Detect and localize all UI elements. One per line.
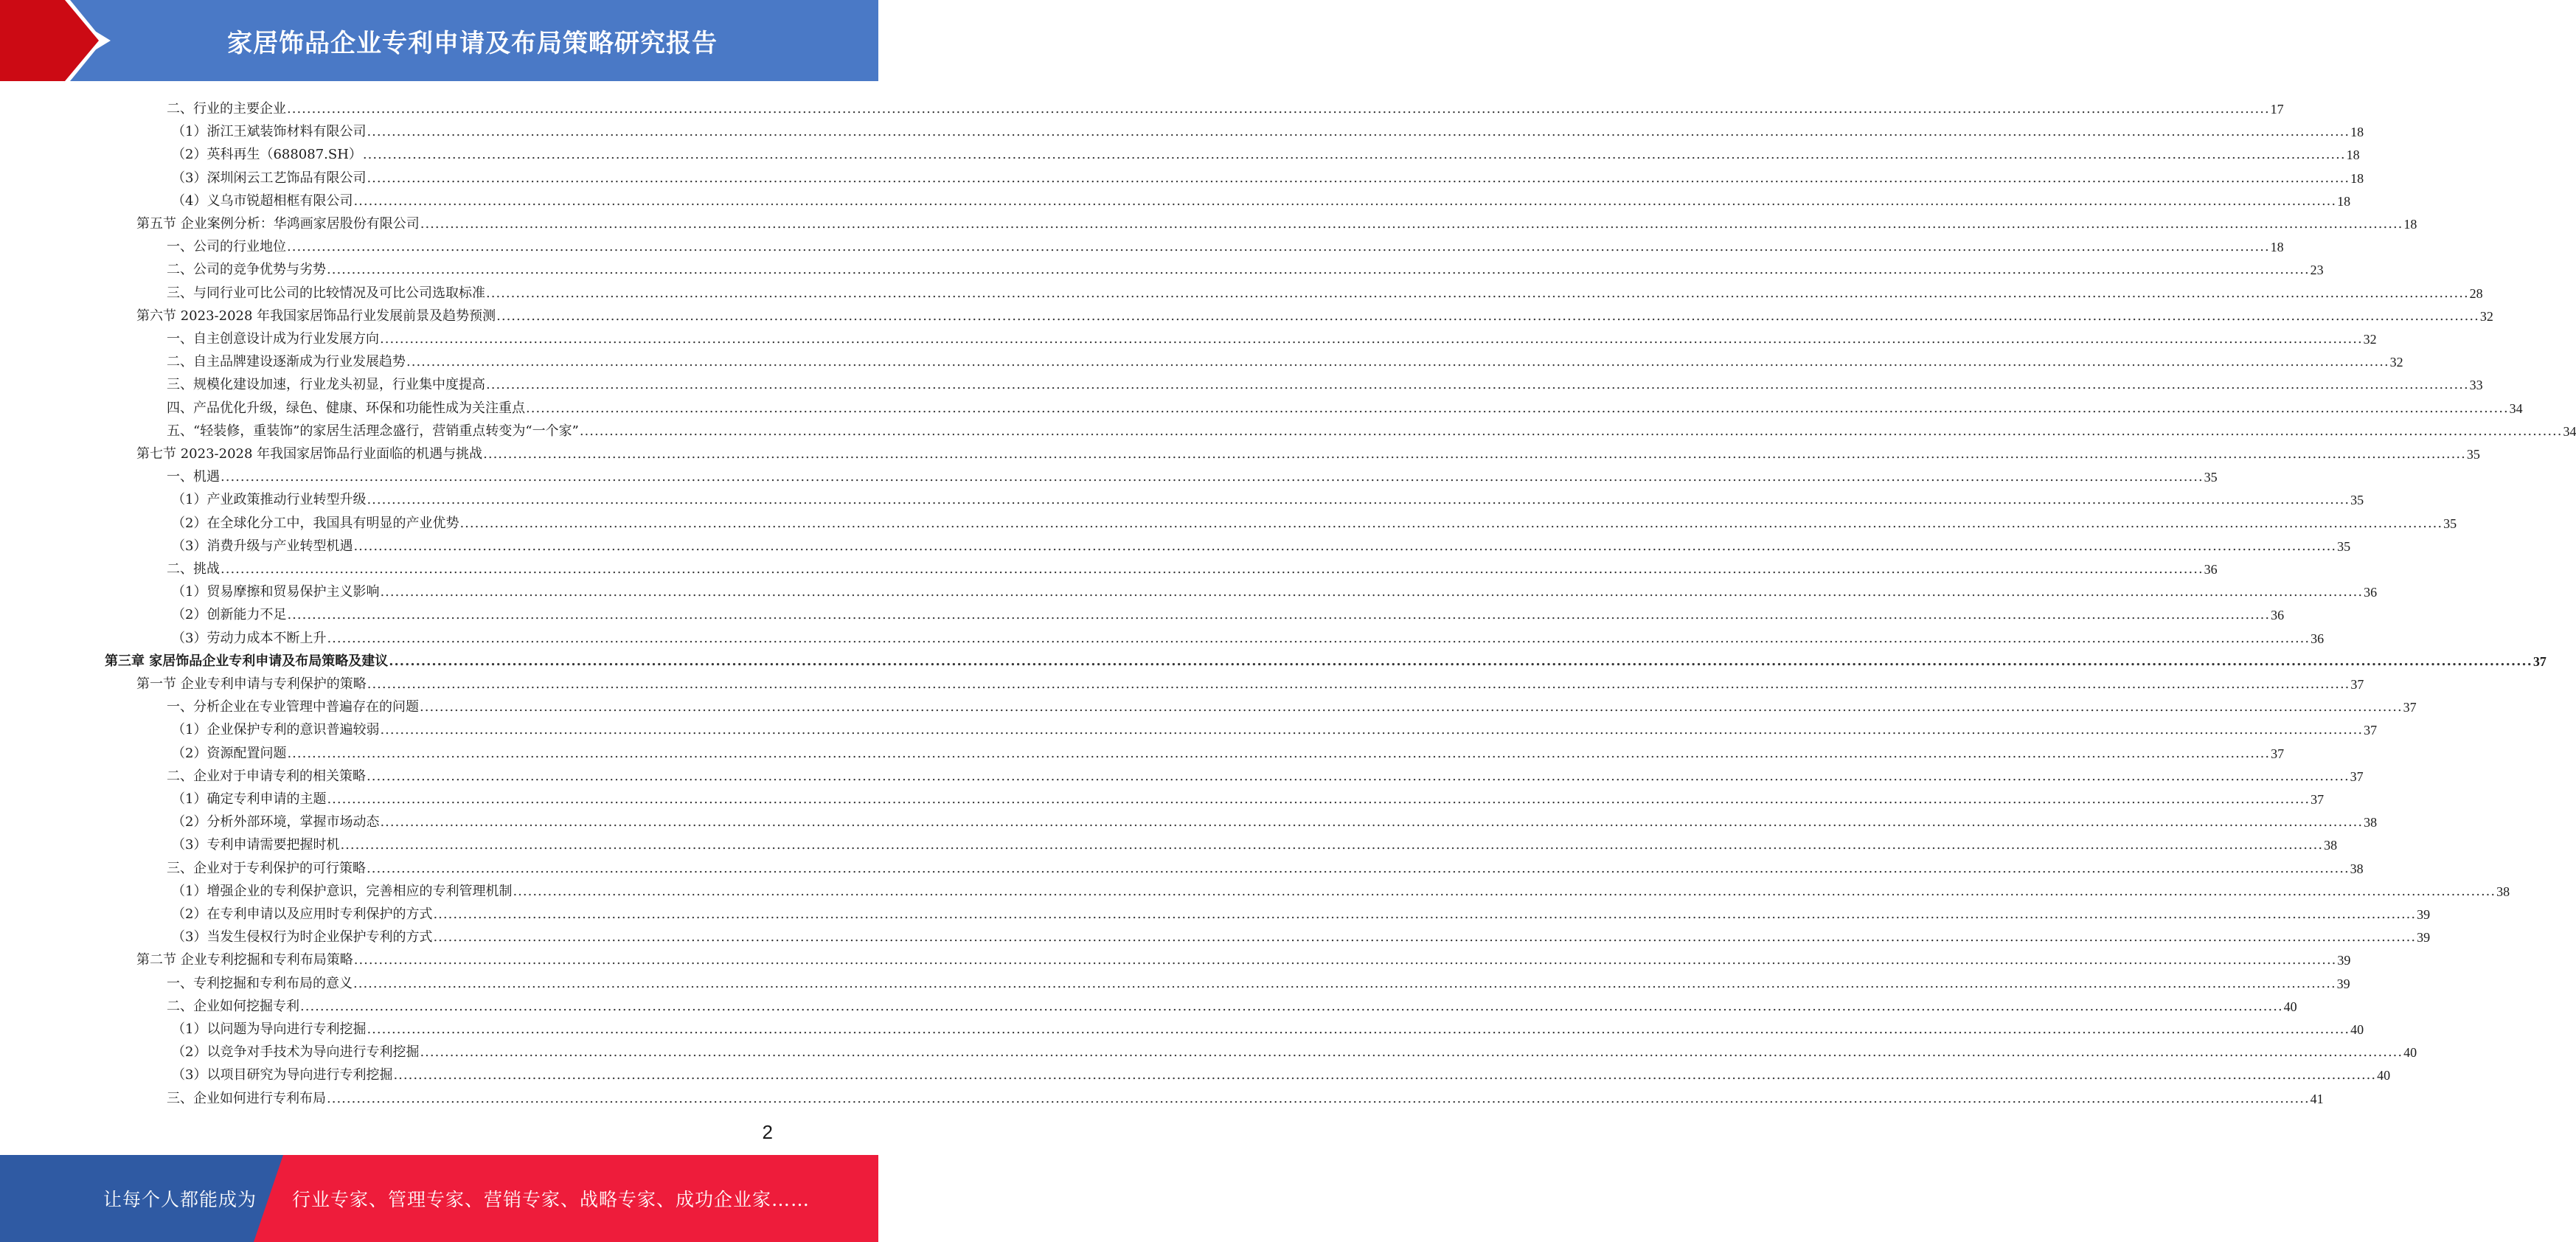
- toc-entry-page: 39: [2417, 907, 2431, 922]
- toc-entry-page: 18: [2270, 240, 2284, 255]
- toc-leader-dots: ................................................................................................................................................................................................................................................................................................................................................................................................................: [362, 147, 2346, 163]
- toc-entry[interactable]: [167, 762, 2364, 785]
- toc-entry-page: 38: [2324, 838, 2338, 853]
- toc-leader-dots: ................................................................................................................................................................................................................................................................................................................................................................................................................: [327, 630, 2311, 646]
- toc-entry-page: 40: [2403, 1045, 2417, 1061]
- toc-entry[interactable]: [172, 532, 2351, 555]
- toc-entry-title: （2）以竞争对手技术为导向进行专利挖掘: [172, 1044, 420, 1061]
- toc-entry-title: 一、自主创意设计成为行业发展方向: [167, 331, 379, 347]
- toc-entry[interactable]: [105, 647, 2547, 670]
- toc-entry-title: 第一节 企业专利申请与专利保护的策略: [136, 676, 367, 692]
- toc-entry[interactable]: [172, 485, 2364, 508]
- toc-entry-page: 38: [2496, 884, 2510, 899]
- toc-entry-title: （3）以项目研究为导向进行专利挖掘: [172, 1067, 393, 1083]
- toc-entry[interactable]: [172, 1038, 2417, 1061]
- toc-leader-dots: ................................................................................................................................................................................................................................................................................................................................................................................................................: [300, 998, 2283, 1014]
- footer-slogan-left: 让每个人都能成为: [103, 1189, 257, 1210]
- toc-entry-page: 32: [2389, 355, 2403, 370]
- toc-leader-dots: ................................................................................................................................................................................................................................................................................................................................................................................................................: [353, 192, 2337, 209]
- toc-entry-page: 39: [2417, 930, 2431, 946]
- toc-entry-title: （1）贸易摩擦和贸易保护主义影响: [172, 584, 380, 600]
- toc-entry-page: 36: [2204, 562, 2218, 577]
- toc-entry-title: （2）在专利申请以及应用时专利保护的方式: [172, 906, 433, 922]
- toc-entry-title: 第三章 家居饰品企业专利申请及布局策略及建议: [105, 653, 389, 669]
- toc-entry-title: （2）在全球化分工中，我国具有明显的产业优势: [172, 515, 459, 531]
- toc-entry[interactable]: [172, 785, 2325, 808]
- toc-entry[interactable]: [172, 900, 2431, 923]
- toc-leader-dots: ................................................................................................................................................................................................................................................................................................................................................................................................................: [287, 239, 2270, 255]
- toc-entry-title: 第七节 2023-2028 年我国家居饰品行业面临的机遇与挑战: [136, 446, 483, 462]
- toc-entry[interactable]: [167, 394, 2523, 417]
- toc-entry-title: （1）产业政策推动行业转型升级: [172, 492, 367, 508]
- toc-leader-dots: ................................................................................................................................................................................................................................................................................................................................................................................................................: [420, 1044, 2403, 1061]
- toc-leader-dots: ................................................................................................................................................................................................................................................................................................................................................................................................................: [380, 331, 2363, 347]
- toc-leader-dots: ................................................................................................................................................................................................................................................................................................................................................................................................................: [380, 722, 2364, 738]
- toc-entry-page: 37: [2364, 723, 2378, 738]
- toc-entry-title: （4）义乌市锐超相框有限公司: [172, 192, 353, 209]
- toc-entry-title: （2）创新能力不足: [172, 607, 287, 623]
- page-number: 2: [762, 1121, 773, 1143]
- toc-leader-dots: ................................................................................................................................................................................................................................................................................................................................................................................................................: [433, 906, 2417, 922]
- toc-entry-page: 17: [2270, 102, 2284, 117]
- toc-entry[interactable]: [172, 877, 2510, 900]
- toc-entry-page: 37: [2350, 769, 2364, 784]
- toc-entry-title: 二、自主品牌建设逐渐成为行业发展趋势: [167, 354, 406, 370]
- toc-entry-page: 32: [2363, 332, 2377, 347]
- toc-entry-title: （2）资源配置问题: [172, 745, 287, 761]
- toc-leader-dots: ................................................................................................................................................................................................................................................................................................................................................................................................................: [526, 400, 2509, 416]
- toc-entry[interactable]: [136, 302, 2493, 325]
- toc-entry-page: 18: [2346, 148, 2360, 163]
- toc-entry-page: 37: [2350, 677, 2364, 692]
- toc-entry[interactable]: [167, 370, 2483, 393]
- toc-leader-dots: ................................................................................................................................................................................................................................................................................................................................................................................................................: [459, 515, 2443, 531]
- toc-leader-dots: ................................................................................................................................................................................................................................................................................................................................................................................................................: [380, 584, 2364, 600]
- toc-entry[interactable]: [172, 164, 2364, 187]
- toc-entry-page: 40: [2377, 1068, 2391, 1083]
- toc-leader-dots: ................................................................................................................................................................................................................................................................................................................................................................................................................: [287, 607, 2271, 623]
- toc-leader-dots: ................................................................................................................................................................................................................................................................................................................................................................................................................: [367, 170, 2350, 186]
- toc-entry[interactable]: [167, 347, 2403, 370]
- toc-leader-dots: ................................................................................................................................................................................................................................................................................................................................................................................................................: [433, 929, 2417, 946]
- header-banner: [0, 0, 878, 81]
- toc-entry[interactable]: [136, 440, 2480, 462]
- toc-entry-title: 五、“轻装修，重装饰”的家居生活理念盛行，营销重点转变为“一个家”: [167, 423, 579, 439]
- toc-entry-title: 三、企业对于专利保护的可行策略: [167, 860, 366, 876]
- toc-entry[interactable]: [136, 670, 2364, 693]
- toc-entry-title: （3）深圳闲云工艺饰品有限公司: [172, 170, 367, 186]
- toc-entry-page: 37: [2311, 792, 2325, 807]
- toc-entry-title: （3）劳动力成本不断上升: [172, 630, 327, 646]
- toc-entry-title: 二、企业对于申请专利的相关策略: [167, 768, 366, 784]
- toc-entry-page: 39: [2336, 976, 2350, 991]
- toc-entry[interactable]: [172, 715, 2378, 738]
- toc-entry[interactable]: [167, 255, 2324, 278]
- toc-entry[interactable]: [172, 923, 2431, 946]
- toc-entry[interactable]: [167, 693, 2417, 715]
- toc-entry[interactable]: [172, 140, 2360, 163]
- toc-entry-page: 36: [2364, 585, 2378, 600]
- toc-entry-title: （1）企业保护专利的意识普遍较弱: [172, 722, 380, 738]
- toc-leader-dots: ................................................................................................................................................................................................................................................................................................................................................................................................................: [221, 561, 2204, 577]
- toc-entry[interactable]: [167, 992, 2297, 1015]
- toc-leader-dots: ................................................................................................................................................................................................................................................................................................................................................................................................................: [353, 975, 2336, 991]
- toc-entry-page: 35: [2350, 493, 2364, 508]
- toc-entry-page: 40: [2350, 1022, 2364, 1037]
- toc-entry[interactable]: [172, 509, 2457, 532]
- toc-entry[interactable]: [172, 1015, 2364, 1038]
- toc-leader-dots: ................................................................................................................................................................................................................................................................................................................................................................................................................: [389, 653, 2532, 669]
- toc-entry[interactable]: [167, 325, 2377, 347]
- toc-entry-title: 第六节 2023-2028 年我国家居饰品行业发展前景及趋势预测: [136, 308, 496, 324]
- toc-leader-dots: ................................................................................................................................................................................................................................................................................................................................................................................................................: [483, 446, 2466, 462]
- toc-leader-dots: ................................................................................................................................................................................................................................................................................................................................................................................................................: [367, 1021, 2350, 1037]
- toc-entry-page: 18: [2350, 125, 2364, 140]
- toc-leader-dots: ................................................................................................................................................................................................................................................................................................................................................................................................................: [579, 423, 2563, 439]
- toc-entry[interactable]: [172, 1061, 2391, 1083]
- toc-entry[interactable]: [172, 624, 2325, 647]
- toc-leader-dots: ................................................................................................................................................................................................................................................................................................................................................................................................................: [327, 262, 2310, 278]
- toc-entry-title: 二、企业如何挖掘专利: [167, 998, 299, 1014]
- toc-entry-page: 34: [2563, 423, 2576, 439]
- toc-leader-dots: ................................................................................................................................................................................................................................................................................................................................................................................................................: [367, 768, 2350, 784]
- toc-entry-title: （1）浙江王斌装饰材料有限公司: [172, 124, 367, 140]
- toc-entry-page: 34: [2509, 400, 2523, 416]
- toc-entry-title: 二、公司的竞争优势与劣势: [167, 262, 326, 278]
- toc-leader-dots: ................................................................................................................................................................................................................................................................................................................................................................................................................: [393, 1067, 2377, 1083]
- toc-leader-dots: ................................................................................................................................................................................................................................................................................................................................................................................................................: [496, 308, 2479, 324]
- toc-leader-dots: ................................................................................................................................................................................................................................................................................................................................................................................................................: [420, 216, 2403, 232]
- toc-entry-page: 35: [2443, 516, 2457, 531]
- toc-entry[interactable]: [172, 187, 2351, 209]
- toc-entry-page: 35: [2466, 447, 2480, 462]
- toc-leader-dots: ................................................................................................................................................................................................................................................................................................................................................................................................................: [287, 745, 2271, 761]
- toc-entry-title: 二、挑战: [167, 561, 220, 577]
- toc-leader-dots: ................................................................................................................................................................................................................................................................................................................................................................................................................: [287, 101, 2270, 117]
- toc-entry-title: 二、行业的主要企业: [167, 101, 286, 117]
- toc-entry-title: 三、企业如何进行专利布局: [167, 1090, 326, 1106]
- toc-leader-dots: ................................................................................................................................................................................................................................................................................................................................................................................................................: [353, 952, 2337, 968]
- toc-leader-dots: ................................................................................................................................................................................................................................................................................................................................................................................................................: [486, 377, 2469, 393]
- toc-entry[interactable]: [167, 279, 2483, 302]
- toc-entry[interactable]: [136, 946, 2351, 968]
- toc-entry-page: 39: [2337, 953, 2351, 968]
- toc-entry[interactable]: [167, 232, 2284, 255]
- toc-leader-dots: ................................................................................................................................................................................................................................................................................................................................................................................................................: [367, 860, 2350, 876]
- toc-entry-page: 28: [2469, 285, 2483, 301]
- toc-entry-title: 第五节 企业案例分析：华鸿画家居股份有限公司: [136, 216, 420, 232]
- toc-leader-dots: ................................................................................................................................................................................................................................................................................................................................................................................................................: [420, 699, 2403, 715]
- toc-entry-title: 一、机遇: [167, 469, 220, 485]
- toc-entry-title: 三、规模化建设加速，行业龙头初显，行业集中度提高: [167, 377, 485, 393]
- toc-entry[interactable]: [167, 417, 2576, 440]
- toc-entry[interactable]: [172, 117, 2364, 140]
- toc-entry-page: 33: [2469, 378, 2483, 393]
- toc-entry-title: 三、与同行业可比公司的比较情况及可比公司选取标准: [167, 285, 485, 301]
- toc-entry[interactable]: [172, 600, 2285, 623]
- toc-entry-page: 41: [2310, 1091, 2324, 1106]
- toc-entry-page: 37: [2403, 700, 2417, 715]
- toc-leader-dots: ................................................................................................................................................................................................................................................................................................................................................................................................................: [367, 676, 2350, 692]
- toc-entry-title: （3）当发生侵权行为时企业保护专利的方式: [172, 929, 433, 946]
- toc-entry-title: 四、产品优化升级，绿色、健康、环保和功能性成为关注重点: [167, 400, 525, 416]
- footer-banner: [0, 1155, 878, 1242]
- toc-entry[interactable]: [167, 555, 2218, 577]
- toc-leader-dots: ................................................................................................................................................................................................................................................................................................................................................................................................................: [380, 814, 2364, 830]
- footer-slogan-right: 行业专家、管理专家、营销专家、战略专家、成功企业家……: [292, 1189, 810, 1210]
- toc-entry[interactable]: [172, 830, 2338, 853]
- toc-entry-title: 第二节 企业专利挖掘和专利布局策略: [136, 952, 353, 968]
- toc-leader-dots: ................................................................................................................................................................................................................................................................................................................................................................................................................: [367, 492, 2350, 508]
- toc-entry-title: （2）分析外部环境，掌握市场动态: [172, 814, 380, 830]
- toc-entry-page: 36: [2271, 608, 2285, 623]
- toc-entry-title: （1）确定专利申请的主题: [172, 791, 327, 807]
- toc-entry-title: （3）专利申请需要把握时机: [172, 837, 340, 853]
- toc-entry-page: 40: [2283, 999, 2297, 1014]
- toc-leader-dots: ................................................................................................................................................................................................................................................................................................................................................................................................................: [327, 1090, 2310, 1106]
- toc-entry[interactable]: [172, 808, 2378, 830]
- document-title: 家居饰品企业专利申请及布局策略研究报告: [227, 28, 718, 58]
- toc-entry-page: 35: [2337, 538, 2351, 554]
- toc-leader-dots: ................................................................................................................................................................................................................................................................................................................................................................................................................: [340, 837, 2324, 853]
- toc-entry[interactable]: [167, 969, 2350, 992]
- toc-entry-page: 36: [2311, 631, 2325, 646]
- toc-leader-dots: ................................................................................................................................................................................................................................................................................................................................................................................................................: [367, 124, 2350, 140]
- toc-entry[interactable]: [172, 577, 2378, 600]
- toc-entry-page: 18: [2337, 193, 2351, 209]
- toc-entry-page: 32: [2479, 308, 2493, 324]
- toc-entry-title: 一、专利挖掘和专利布局的意义: [167, 975, 353, 991]
- toc-leader-dots: ................................................................................................................................................................................................................................................................................................................................................................................................................: [353, 538, 2337, 554]
- toc-leader-dots: ................................................................................................................................................................................................................................................................................................................................................................................................................: [327, 791, 2311, 807]
- toc-entry-title: 一、公司的行业地位: [167, 239, 286, 255]
- toc-leader-dots: ................................................................................................................................................................................................................................................................................................................................................................................................................: [221, 469, 2204, 485]
- toc-entry-page: 37: [2532, 653, 2547, 669]
- toc-entry-title: （1）增强企业的专利保护意识，完善相应的专利管理机制: [172, 883, 513, 899]
- toc-leader-dots: ................................................................................................................................................................................................................................................................................................................................................................................................................: [406, 354, 2389, 370]
- toc-entry-page: 18: [2403, 217, 2417, 232]
- toc-entry-title: （1）以问题为导向进行专利挖掘: [172, 1021, 367, 1037]
- toc-entry-page: 18: [2350, 170, 2364, 186]
- toc-entry[interactable]: [167, 854, 2364, 877]
- toc-leader-dots: ................................................................................................................................................................................................................................................................................................................................................................................................................: [486, 285, 2469, 301]
- toc-entry-title: 一、分析企业在专业管理中普遍存在的问题: [167, 699, 419, 715]
- toc-entry-page: 37: [2271, 746, 2285, 761]
- toc-entry-page: 35: [2204, 470, 2218, 485]
- toc-entry-page: 23: [2310, 263, 2324, 278]
- toc-entry[interactable]: [172, 739, 2285, 762]
- toc-entry-page: 38: [2364, 815, 2378, 830]
- toc-entry-page: 38: [2350, 861, 2364, 876]
- toc-entry-title: （3）消费升级与产业转型机遇: [172, 538, 353, 554]
- toc-entry-title: （2）英科再生（688087.SH）: [172, 147, 362, 163]
- toc-leader-dots: ................................................................................................................................................................................................................................................................................................................................................................................................................: [513, 883, 2496, 899]
- toc-entry[interactable]: [136, 209, 2417, 232]
- toc-entry[interactable]: [167, 1084, 2324, 1107]
- toc-entry[interactable]: [167, 462, 2218, 485]
- toc-entry[interactable]: [167, 94, 2284, 117]
